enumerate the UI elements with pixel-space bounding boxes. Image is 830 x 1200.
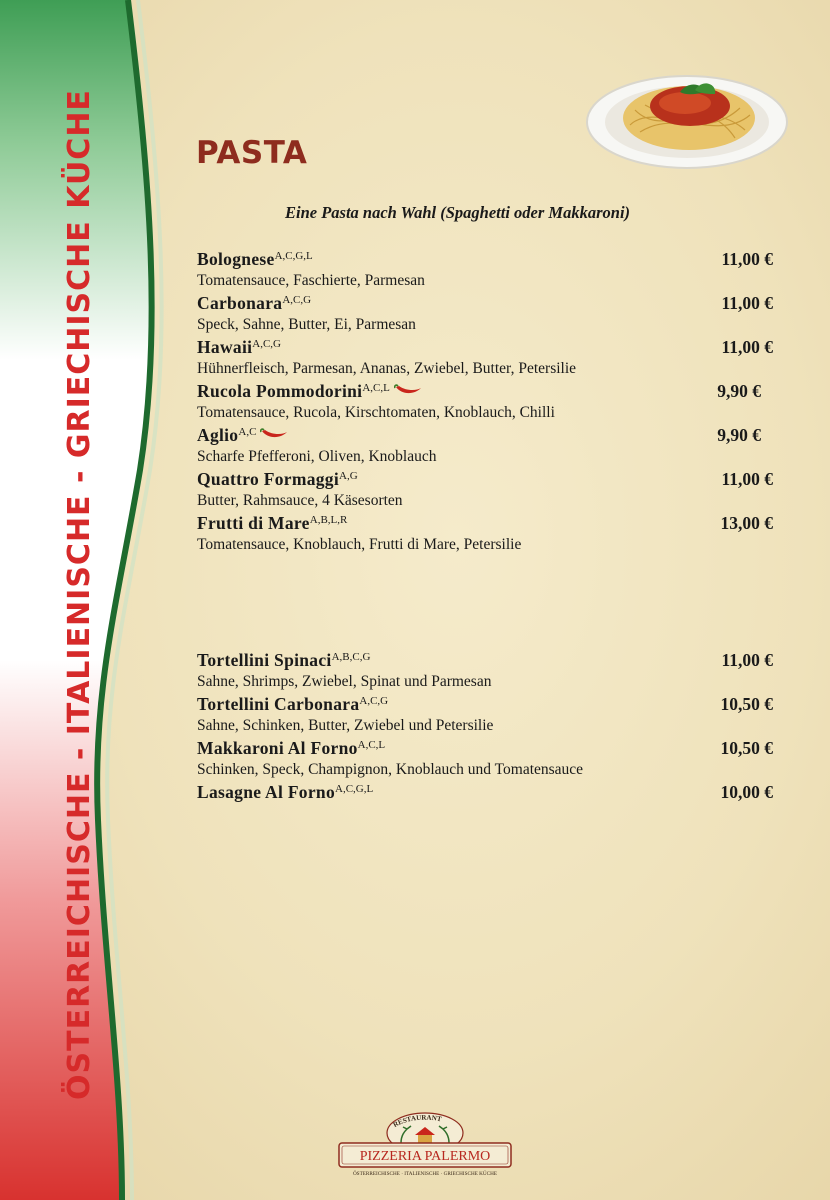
pasta-list-baked (197, 648, 777, 804)
allergen-codes: A,B,C,G (331, 651, 371, 663)
dish-name: Aglio (197, 425, 239, 445)
allergen-codes: A,C,G,L (335, 783, 374, 795)
dish-description: Scharfe Pfefferoni, Oliven, Knoblauch (197, 448, 437, 465)
spaghetti-plate-image (585, 70, 790, 170)
menu-item-makkaroni-al-forno (197, 736, 777, 780)
tricolor-side-banner (0, 0, 240, 1200)
dish-price: 11,00 € (721, 293, 773, 313)
menu-item-bolognese (197, 247, 777, 291)
logo-top-text: RESTAURANT (391, 1113, 443, 1129)
dish-name: Frutti di Mare (197, 513, 310, 533)
allergen-codes: A,C (238, 426, 257, 438)
dish-price: 11,00 € (721, 249, 773, 269)
menu-item-tortellini-spinaci (197, 648, 777, 692)
dish-price: 11,00 € (721, 337, 773, 357)
allergen-codes: A,C,L (362, 382, 390, 394)
allergen-codes: A,C,L (357, 739, 386, 751)
dish-name: Tortellini Spinaci (197, 650, 332, 670)
dish-price: 11,00 € (721, 650, 773, 670)
allergen-codes: A,C,G (252, 338, 282, 350)
allergen-codes: A,C,G (282, 294, 312, 306)
chili-pepper-icon (394, 384, 424, 396)
logo-tagline: ÖSTERREICHISCHE · ITALIENISCHE · GRIECHISCHE KÜCHE (352, 1171, 498, 1177)
menu-item-carbonara (197, 291, 777, 335)
pasta-list-main (197, 247, 777, 555)
allergen-codes: A,G (339, 470, 358, 482)
allergen-codes: A,C,G (359, 695, 389, 707)
dish-name: Lasagne Al Forno (197, 782, 336, 802)
dish-description: Hühnerfleisch, Parmesan, Ananas, Zwiebel, Butter, Petersilie (197, 360, 577, 377)
dish-name: Quattro Formaggi (197, 469, 340, 489)
dish-price: 13,00 € (720, 513, 773, 533)
dish-price: 10,50 € (720, 694, 773, 714)
pizzeria-palermo-logo (335, 1105, 515, 1180)
menu-item-tortellini-carbonara (197, 692, 777, 736)
dish-description: Schinken, Speck, Champignon, Knoblauch und Tomatensauce (197, 761, 584, 778)
dish-description: Butter, Rahmsauce, 4 Käsesorten (197, 492, 403, 509)
menu-item-rucola-pommodorini (197, 379, 777, 423)
dish-name: Rucola Pommodorini (197, 381, 363, 401)
dish-name: Makkaroni Al Forno (197, 738, 358, 758)
dish-price: 10,50 € (720, 738, 773, 758)
dish-name: Hawaii (197, 337, 253, 357)
menu-item-quattro-formaggi (197, 467, 777, 511)
dish-description: Speck, Sahne, Butter, Ei, Parmesan (197, 316, 416, 333)
dish-description: Sahne, Shrimps, Zwiebel, Spinat und Parmesan (197, 673, 492, 690)
dish-description: Sahne, Schinken, Butter, Zwiebel und Petersilie (197, 717, 494, 734)
allergen-codes: A,B,L,R (309, 514, 348, 526)
menu-item-frutti-di-mare (197, 511, 777, 555)
logo-name: PIZZERIA PALERMO (359, 1149, 491, 1164)
menu-item-hawaii (197, 335, 777, 379)
dish-price: 9,90 € (717, 381, 761, 401)
menu-item-aglio (197, 423, 777, 467)
dish-price: 11,00 € (721, 469, 773, 489)
side-banner-text: ÖSTERREICHISCHE - ITALIENISCHE - GRIECHISCHE KÜCHE (62, 89, 97, 1100)
menu-item-lasagne-al-forno (197, 780, 777, 804)
dish-description: Tomatensauce, Knoblauch, Frutti di Mare, Petersilie (197, 536, 522, 553)
dish-price: 9,90 € (717, 425, 761, 445)
pasta-choice-note: Eine Pasta nach Wahl (Spaghetti oder Makkaroni) (285, 203, 631, 222)
dish-name: Bolognese (197, 249, 275, 269)
dish-name: Tortellini Carbonara (197, 694, 360, 714)
dish-price: 10,00 € (720, 782, 773, 802)
chili-pepper-icon (260, 428, 290, 440)
dish-description: Tomatensauce, Faschierte, Parmesan (197, 272, 425, 289)
allergen-codes: A,C,G,L (274, 250, 313, 262)
dish-name: Carbonara (197, 293, 283, 313)
section-title: PASTA (196, 135, 308, 171)
dish-description: Tomatensauce, Rucola, Kirschtomaten, Knoblauch, Chilli (197, 404, 555, 421)
